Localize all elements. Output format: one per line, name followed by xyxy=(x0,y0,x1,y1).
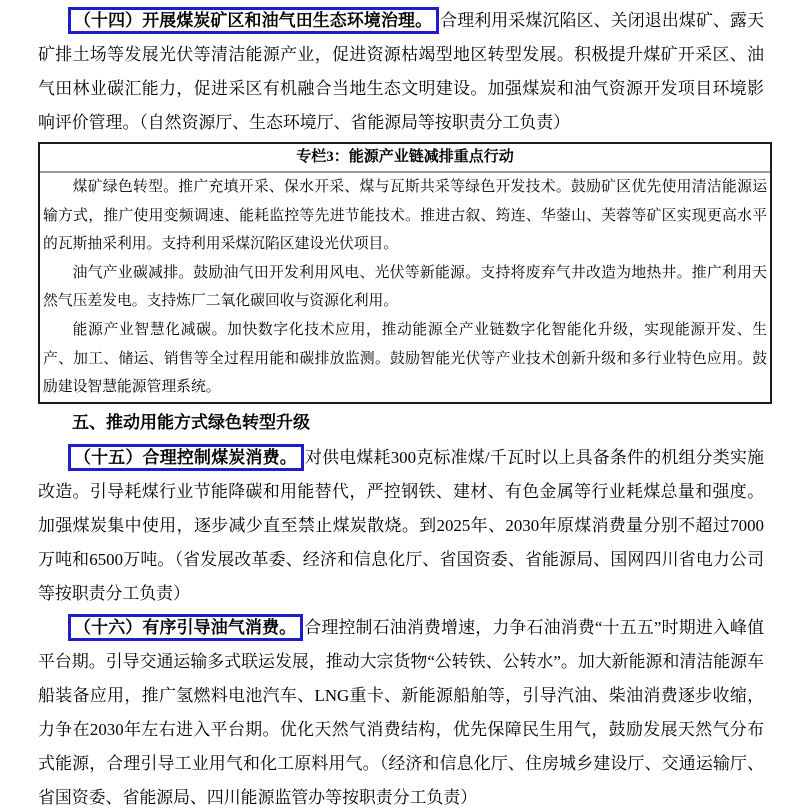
highlighted-clause-title-15: （十五）合理控制煤炭消费。 xyxy=(68,444,304,471)
paragraph-item-15-body: 对供电煤耗300克标准煤/千瓦时以上具备条件的机组分类实施改造。引导耗煤行业节能降碳和用能替代，严控钢铁、建材、有色金属等行业耗煤总量和强度。加强煤炭集中使用，逐步减少直至禁止煤炭散烧。到2025年、2030年原煤消费量分别不超过7000万吨和6500万吨。（省发展改革委、经济和信息化厅、省国资委、省能源局、国网四川省电力公司等按职责分工负责） xyxy=(38,447,764,603)
callout-paragraph-coal-mine-green-transition: 煤矿绿色转型。推广充填开采、保水开采、煤与瓦斯共采等绿色开发技术。鼓励矿区优先使用清洁能源运输方式，推广使用变频调速、能耗监控等先进节能技术。推进古叙、筠连、华蓥山、芙蓉等矿区实现更高水平的瓦斯抽采利用。支持利用采煤沉陷区建设光伏项目。 xyxy=(43,179,767,253)
highlighted-clause-title-16: （十六）有序引导油气消费。 xyxy=(68,614,303,641)
callout-box-energy-actions xyxy=(38,142,772,404)
paragraph-item-16-body: 合理控制石油消费增速，力争石油消费“十五五”时期进入峰值平台期。引导交通运输多式联运发展，推动大宗货物“公转铁、公转水”。加大新能源和清洁能源车船装备应用，推广氢燃料电池汽车、LNG重卡、新能源船舶等，引导汽油、柴油消费逐步收缩，力争在2030年左右进入平台期。优化天然气消费结构，优先保障民生用气，鼓励发展天然气分布式能源，合理引导工业用气和化工原料用气。（经济和信息化厅、住房城乡建设厅、交通运输厅、省国资委、省能源局、四川能源监管办等按职责分工负责） xyxy=(38,617,764,807)
callout-paragraph-oil-gas-carbon-reduction: 油气产业碳减排。鼓励油气田开发利用风电、光伏等新能源。支持将废弃气井改造为地热井。推广利用天然气压差发电。支持炼厂二氧化碳回收与资源化利用。 xyxy=(43,264,767,310)
paragraph-item-15 xyxy=(38,441,764,611)
paragraph-item-14 xyxy=(38,4,764,140)
paragraph-item-14-body: 合理利用采煤沉陷区、关闭退出煤矿、露天矿排土场等发展光伏等清洁能源产业，促进资源枯竭型地区转型发展。积极提升煤矿开采区、油气田林业碳汇能力，促进采区有机融合当地生态文明建设。加强煤炭和油气资源开发项目环境影响评价管理。（自然资源厅、生态环境厅、省能源局等按职责分工负责） xyxy=(38,11,765,132)
section-heading-five: 五、推动用能方式绿色转型升级 xyxy=(72,412,310,432)
callout-box-body xyxy=(40,173,770,402)
paragraph-item-16 xyxy=(38,611,764,811)
callout-box-title: 专栏3：能源产业链减排重点行动 xyxy=(40,144,770,173)
callout-paragraph-smart-energy-decarbonization: 能源产业智慧化减碳。加快数字化技术应用，推动能源全产业链数字化智能化升级，实现能源开发、生产、加工、储运、销售等全过程用能和碳排放监测。鼓励智能光伏等产业技术创新升级和多行业特色应用。鼓励建设智慧能源管理系统。 xyxy=(43,321,767,396)
highlighted-clause-title-14: （十四）开展煤炭矿区和油气田生态环境治理。 xyxy=(68,7,439,34)
